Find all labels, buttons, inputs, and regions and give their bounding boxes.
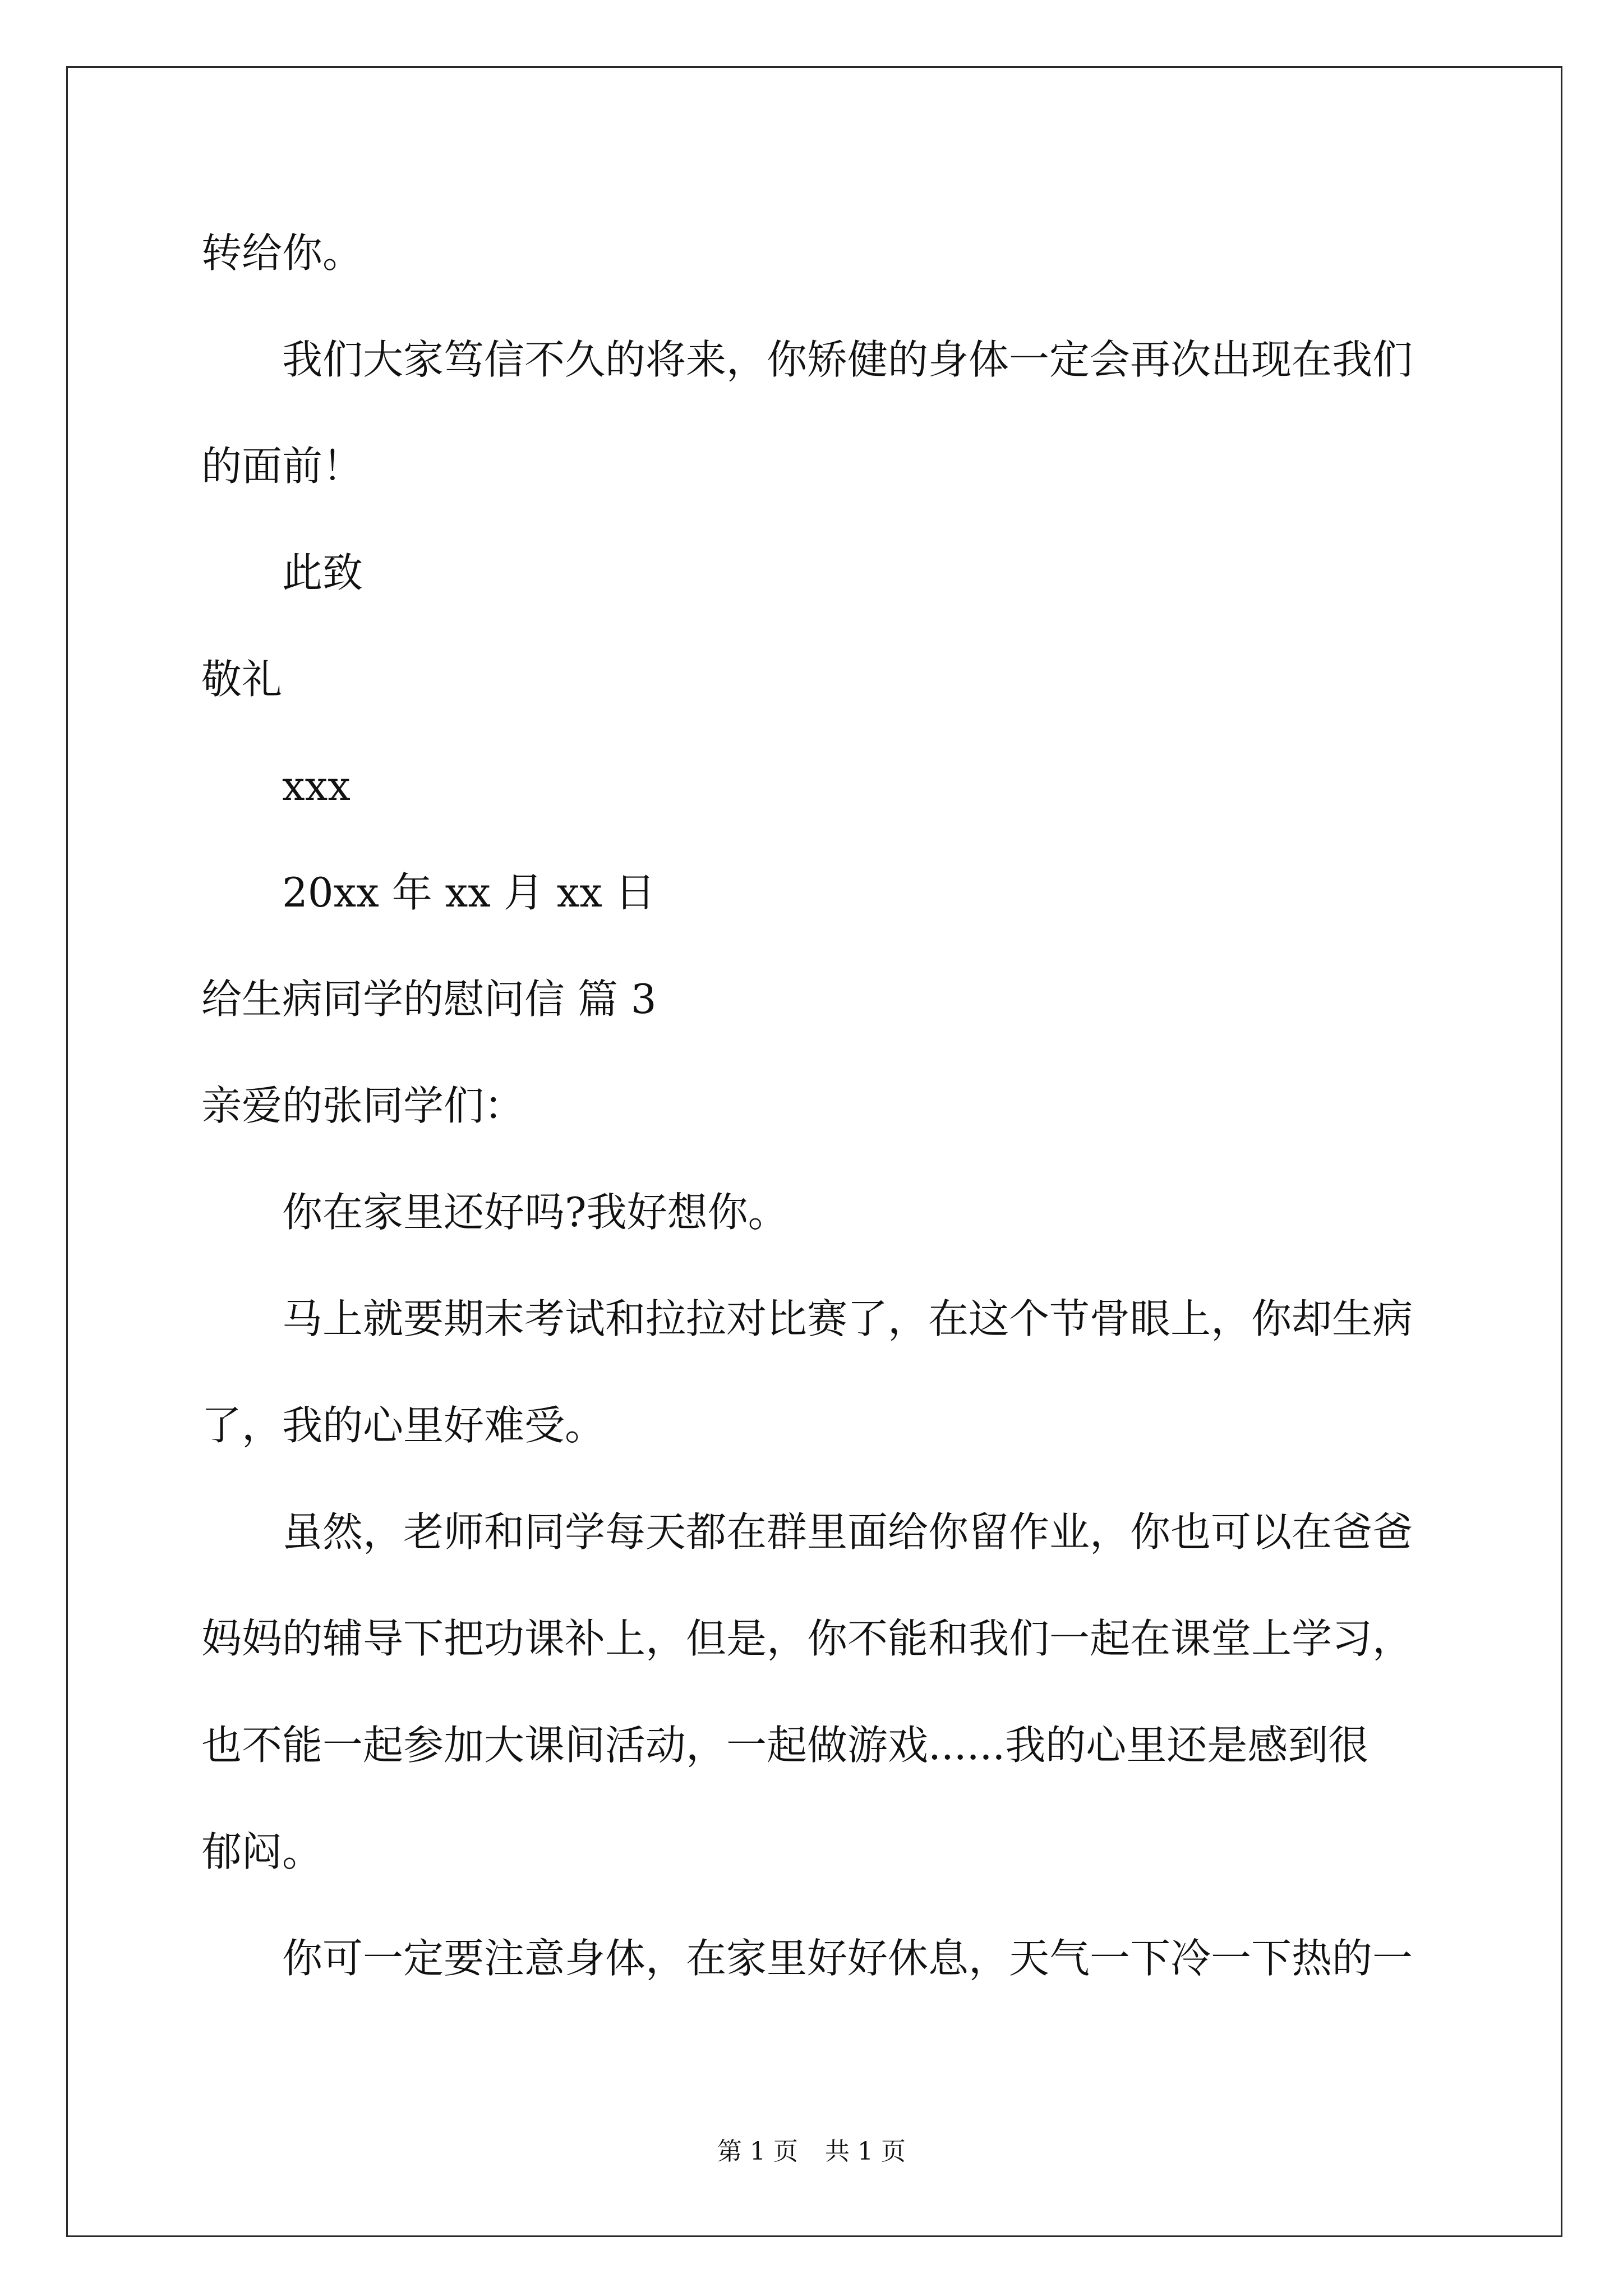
- signature-line: xxx: [282, 762, 351, 809]
- paragraph-line: 的面前！: [201, 443, 363, 490]
- paragraph-line: 马上就要期末考试和拉拉对比赛了，在这个节骨眼上，你却生病: [282, 1295, 1413, 1342]
- paragraph-line: 你在家里还好吗?我好想你。: [282, 1189, 789, 1236]
- page-footer: [0, 2135, 1623, 2169]
- paragraph-line: 郁闷。: [201, 1828, 323, 1875]
- salutation-line: 亲爱的张同学们：: [201, 1082, 525, 1129]
- paragraph-line: 也不能一起参加大课间活动，一起做游戏......我的心里还是感到很: [201, 1722, 1369, 1769]
- date-line: 20xx 年 xx 月 xx 日: [282, 869, 656, 916]
- document-body: [201, 200, 1536, 2012]
- page-number-label: 第 1 页: [717, 2137, 798, 2166]
- section-heading: 给生病同学的慰问信 篇 3: [201, 976, 657, 1023]
- paragraph-line: 虽然，老师和同学每天都在群里面给你留作业，你也可以在爸爸: [282, 1508, 1413, 1556]
- salute-line: 敬礼: [201, 656, 283, 703]
- page-total-label: 共 1 页: [825, 2137, 906, 2166]
- continuation-line: 转给你。: [201, 229, 363, 277]
- closing-line: 此致: [282, 549, 363, 596]
- paragraph-line: 你可一定要注意身体，在家里好好休息，天气一下冷一下热的一: [282, 1935, 1413, 1982]
- paragraph-line: 了，我的心里好难受。: [201, 1402, 606, 1449]
- paragraph-line: 妈妈的辅导下把功课补上，但是，你不能和我们一起在课堂上学习，: [201, 1615, 1413, 1662]
- paragraph-line: 我们大家笃信不久的将来，你矫健的身体一定会再次出现在我们: [282, 336, 1413, 383]
